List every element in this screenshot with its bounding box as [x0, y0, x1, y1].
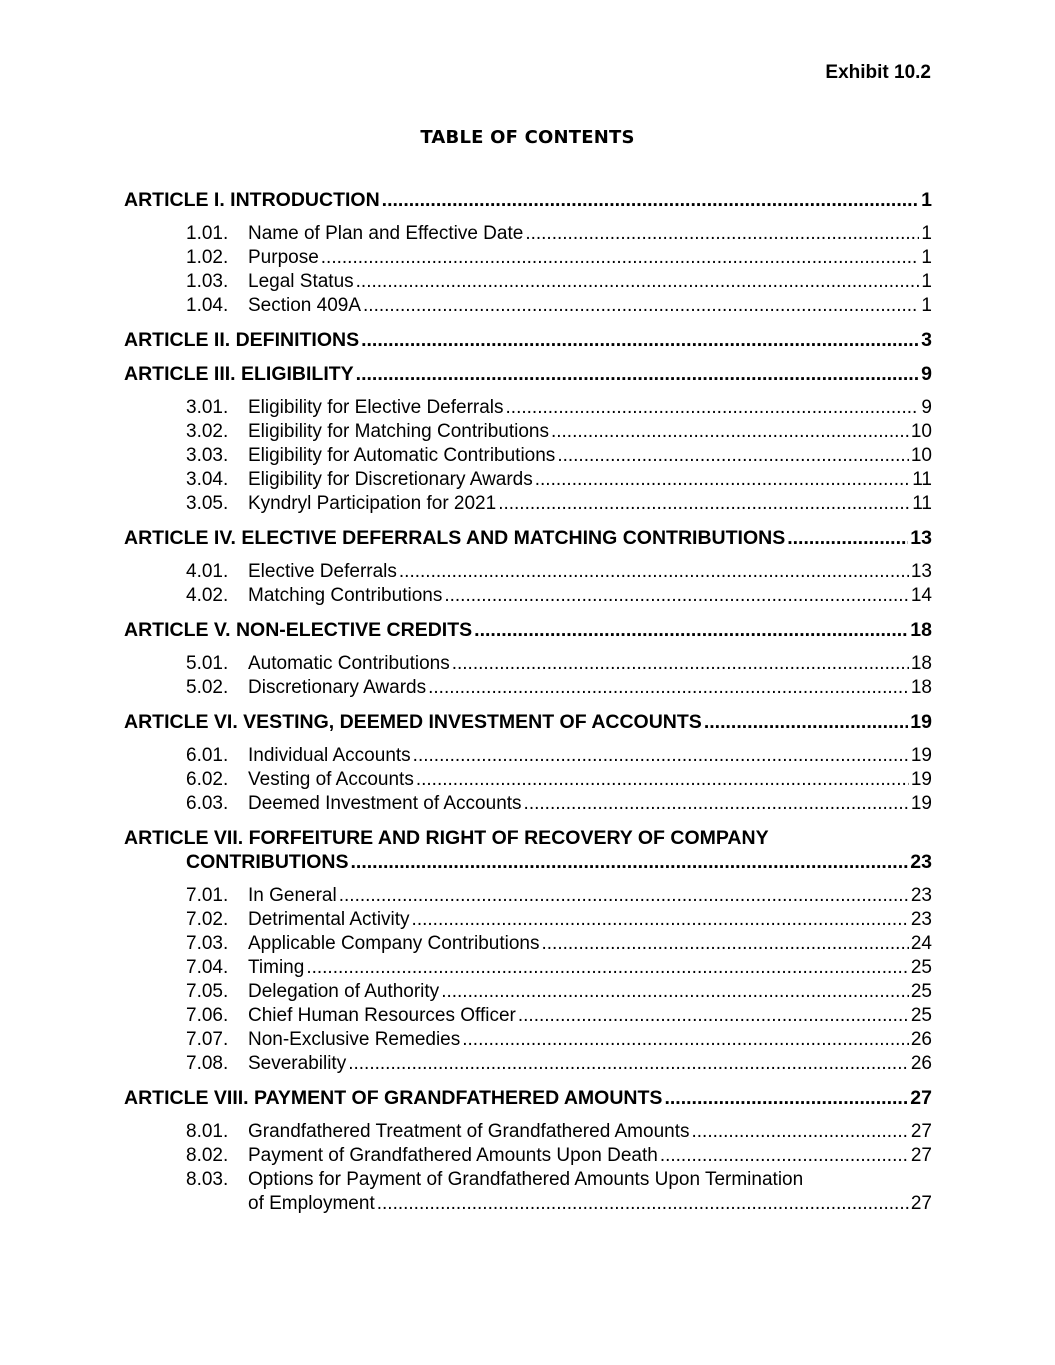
page-number: 11: [912, 469, 932, 490]
leader-dots: [428, 676, 909, 700]
table-of-contents: [124, 188, 932, 1216]
toc-section[interactable]: [124, 980, 932, 1004]
section-number: 3.04.: [186, 469, 229, 490]
section-number: 3.02.: [186, 421, 229, 442]
section-number: 8.02.: [186, 1145, 229, 1166]
section-number: 7.03.: [186, 933, 229, 954]
section-list: [124, 222, 932, 318]
section-title: Elective Deferrals: [248, 561, 397, 582]
leader-dots: [525, 222, 919, 246]
section-list: [124, 1120, 932, 1216]
section-title: Chief Human Resources Officer: [248, 1005, 516, 1026]
section-number: 4.02.: [186, 585, 229, 606]
section-number: 6.01.: [186, 745, 229, 766]
page-number: 1: [921, 295, 932, 316]
toc-section[interactable]: [124, 932, 932, 956]
page-number: 27: [910, 1121, 932, 1142]
page-number: 25: [910, 957, 932, 978]
section-title: Severability: [248, 1053, 347, 1074]
page-number: 19: [910, 769, 932, 790]
leader-dots: [441, 980, 909, 1004]
article-title-line-1: ARTICLE VII. FORFEITURE AND RIGHT OF RECOVERY OF COMPANY: [124, 827, 769, 849]
page-number: 27: [910, 1145, 932, 1166]
section-number: 7.01.: [186, 885, 229, 906]
section-title: Eligibility for Automatic Contributions: [248, 445, 556, 466]
exhibit-label: Exhibit 10.2: [825, 62, 931, 83]
section-title: Applicable Company Contributions: [248, 933, 540, 954]
section-title: Timing: [248, 957, 305, 978]
leader-dots: [498, 492, 910, 516]
leader-dots: [524, 792, 909, 816]
article-title: ARTICLE IV. ELECTIVE DEFERRALS AND MATCHING CONTRIBUTIONS: [124, 527, 786, 549]
section-title: Delegation of Authority: [248, 981, 440, 1002]
article-title: ARTICLE III. ELIGIBILITY: [124, 363, 354, 385]
toc-section[interactable]: [124, 1028, 932, 1052]
page-number: 26: [910, 1053, 932, 1074]
toc-section[interactable]: [124, 468, 932, 492]
section-number: 1.02.: [186, 247, 229, 268]
toc-article-7[interactable]: [124, 826, 932, 874]
page-number: 1: [921, 271, 932, 292]
toc-section[interactable]: [124, 584, 932, 608]
section-title: Name of Plan and Effective Date: [248, 223, 524, 244]
toc-article-1[interactable]: [124, 188, 932, 212]
leader-dots: [412, 908, 909, 932]
section-list: [124, 884, 932, 1076]
section-number: 7.06.: [186, 1005, 229, 1026]
leader-dots: [363, 294, 919, 318]
section-number: 6.03.: [186, 793, 229, 814]
page-number: 18: [910, 653, 932, 674]
page-number: 18: [910, 619, 932, 641]
leader-dots: [664, 1086, 908, 1110]
leader-dots: [321, 246, 920, 270]
toc-section[interactable]: [124, 492, 932, 516]
leader-dots: [474, 618, 908, 642]
page-number: 19: [910, 745, 932, 766]
toc-article-5[interactable]: [124, 618, 932, 642]
section-title: Automatic Contributions: [248, 653, 450, 674]
leader-dots: [660, 1144, 909, 1168]
leader-dots: [399, 560, 909, 584]
toc-section[interactable]: [124, 420, 932, 444]
section-title: Deemed Investment of Accounts: [248, 793, 522, 814]
leader-dots: [348, 1052, 909, 1076]
leader-dots: [356, 362, 919, 386]
toc-section[interactable]: [124, 294, 932, 318]
leader-dots: [377, 1192, 909, 1216]
section-title: Eligibility for Elective Deferrals: [248, 397, 504, 418]
toc-section[interactable]: [124, 652, 932, 676]
leader-dots: [542, 932, 909, 956]
section-number: 5.01.: [186, 653, 229, 674]
leader-dots: [557, 444, 909, 468]
toc-section[interactable]: [124, 792, 932, 816]
page-number: 10: [910, 445, 932, 466]
section-number: 1.04.: [186, 295, 229, 316]
page-number: 27: [910, 1087, 932, 1109]
toc-section[interactable]: [124, 1052, 932, 1076]
page-number: 23: [910, 909, 932, 930]
page-number: 1: [921, 247, 932, 268]
section-title: Eligibility for Matching Contributions: [248, 421, 549, 442]
toc-section[interactable]: [124, 676, 932, 700]
toc-article-4[interactable]: [124, 526, 932, 550]
leader-dots: [306, 956, 909, 980]
article-title: ARTICLE II. DEFINITIONS: [124, 329, 360, 351]
section-title: Kyndryl Participation for 2021: [248, 493, 497, 514]
toc-section[interactable]: [124, 1168, 932, 1216]
section-title: Grandfathered Treatment of Grandfathered Amounts: [248, 1121, 690, 1142]
toc-article-2[interactable]: [124, 328, 932, 352]
section-list: [124, 396, 932, 516]
page-number: 14: [910, 585, 932, 606]
leader-dots: [787, 526, 908, 550]
leader-dots: [691, 1120, 908, 1144]
page-number: 13: [910, 561, 932, 582]
section-number: 8.01.: [186, 1121, 229, 1142]
toc-section[interactable]: [124, 744, 932, 768]
leader-dots: [351, 850, 909, 874]
section-number: 3.05.: [186, 493, 229, 514]
section-title-line-1: Options for Payment of Grandfathered Amounts Upon Termination: [248, 1169, 804, 1190]
section-title: Matching Contributions: [248, 585, 443, 606]
toc-section[interactable]: [124, 768, 932, 792]
page-number: 13: [910, 527, 932, 549]
leader-dots: [339, 884, 909, 908]
page-number: 25: [910, 1005, 932, 1026]
page-title: TABLE OF CONTENTS: [420, 127, 635, 148]
section-title: Non-Exclusive Remedies: [248, 1029, 461, 1050]
leader-dots: [452, 652, 909, 676]
toc-section[interactable]: [124, 222, 932, 246]
section-list: [124, 744, 932, 816]
section-title: Discretionary Awards: [248, 677, 427, 698]
section-title: Individual Accounts: [248, 745, 411, 766]
section-number: 7.08.: [186, 1053, 229, 1074]
toc-article-6[interactable]: [124, 710, 932, 734]
leader-dots: [356, 270, 920, 294]
section-number: 3.03.: [186, 445, 229, 466]
page-number: 23: [910, 851, 932, 873]
toc-section[interactable]: [124, 1004, 932, 1028]
toc-section[interactable]: [124, 884, 932, 908]
leader-dots: [506, 396, 920, 420]
page-number: 1: [921, 223, 932, 244]
section-title: Payment of Grandfathered Amounts Upon Death: [248, 1145, 658, 1166]
leader-dots: [444, 584, 909, 608]
toc-section[interactable]: [124, 560, 932, 584]
section-title: In General: [248, 885, 337, 906]
page-number: 3: [921, 329, 932, 351]
toc-section[interactable]: [124, 396, 932, 420]
article-title: ARTICLE I. INTRODUCTION: [124, 189, 380, 211]
page-number: 27: [910, 1193, 932, 1214]
toc-section[interactable]: [124, 444, 932, 468]
section-title: Section 409A: [248, 295, 362, 316]
section-number: 7.05.: [186, 981, 229, 1002]
section-title: Detrimental Activity: [248, 909, 410, 930]
page-number: 23: [910, 885, 932, 906]
section-list: [124, 652, 932, 700]
page-number: 10: [910, 421, 932, 442]
article-title: ARTICLE VI. VESTING, DEEMED INVESTMENT OF ACCOUNTS: [124, 711, 702, 733]
article-title: ARTICLE VIII. PAYMENT OF GRANDFATHERED AMOUNTS: [124, 1087, 663, 1109]
leader-dots: [704, 710, 908, 734]
page-number: 24: [910, 933, 932, 954]
section-number: 8.03.: [186, 1169, 229, 1190]
section-number: 5.02.: [186, 677, 229, 698]
leader-dots: [518, 1004, 909, 1028]
toc-section[interactable]: [124, 1120, 932, 1144]
page-number: 18: [910, 677, 932, 698]
section-title: Legal Status: [248, 271, 354, 292]
leader-dots: [382, 188, 919, 212]
toc-section[interactable]: [124, 246, 932, 270]
leader-dots: [413, 744, 909, 768]
page-number: 1: [921, 189, 932, 211]
leader-dots: [535, 468, 911, 492]
toc-article-3[interactable]: [124, 362, 932, 386]
section-number: 6.02.: [186, 769, 229, 790]
toc-section[interactable]: [124, 1144, 932, 1168]
page-number: 25: [910, 981, 932, 1002]
toc-article-8[interactable]: [124, 1086, 932, 1110]
section-number: 1.03.: [186, 271, 229, 292]
page-number: 9: [921, 363, 932, 385]
leader-dots: [551, 420, 909, 444]
leader-dots: [416, 768, 909, 792]
section-list: [124, 560, 932, 608]
section-title: Vesting of Accounts: [248, 769, 414, 790]
section-title-line-2: of Employment: [248, 1193, 375, 1214]
section-number: 7.07.: [186, 1029, 229, 1050]
toc-section[interactable]: [124, 956, 932, 980]
article-title: ARTICLE V. NON-ELECTIVE CREDITS: [124, 619, 473, 641]
leader-dots: [462, 1028, 909, 1052]
section-number: 3.01.: [186, 397, 229, 418]
section-title: Eligibility for Discretionary Awards: [248, 469, 533, 490]
page-number: 9: [921, 397, 932, 418]
leader-dots: [361, 328, 919, 352]
toc-section[interactable]: [124, 908, 932, 932]
section-number: 7.04.: [186, 957, 229, 978]
section-title: Purpose: [248, 247, 319, 268]
page-number: 19: [910, 711, 932, 733]
toc-section[interactable]: [124, 270, 932, 294]
section-number: 7.02.: [186, 909, 229, 930]
article-title-line-2: CONTRIBUTIONS: [186, 851, 349, 873]
page-number: 19: [910, 793, 932, 814]
section-number: 4.01.: [186, 561, 229, 582]
page-number: 11: [912, 493, 932, 514]
page-number: 26: [910, 1029, 932, 1050]
section-number: 1.01.: [186, 223, 229, 244]
